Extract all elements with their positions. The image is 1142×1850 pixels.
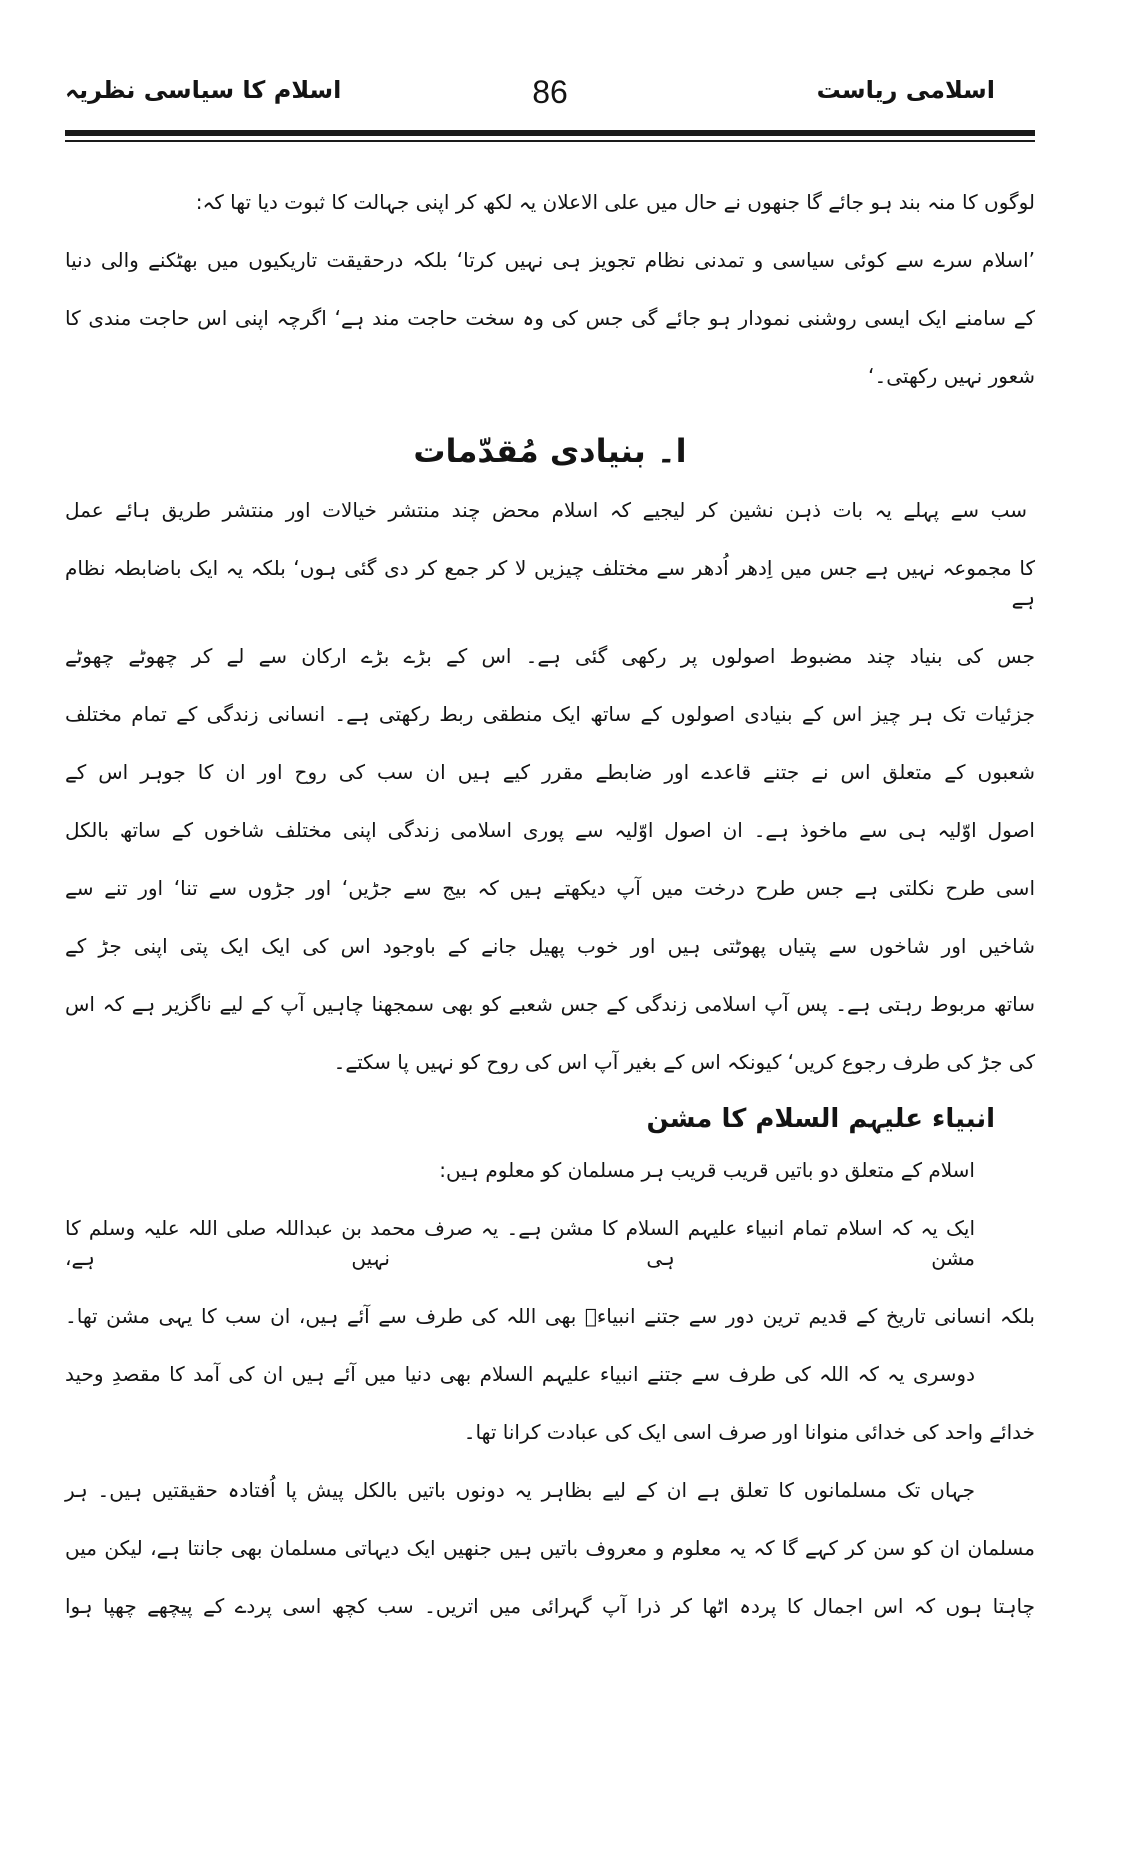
subsection-paragraphs — [65, 1140, 1035, 1634]
header-rule-thin — [65, 140, 1035, 142]
running-header-book-title: اسلامی ریاست — [816, 76, 995, 104]
text-line: کے سامنے ایک ایسی روشنی نمودار ہو جائے گی جس کی وہ سخت حاجت مند ہے‘ اگرچہ اپنی اس حاجت مندی کا — [65, 306, 1035, 330]
text-line: کی جڑ کی طرف رجوع کریں‘ کیونکہ اس کے بغیر آپ اس کی روح کو نہیں پا سکتے۔ — [333, 1050, 1035, 1074]
text-line: اسی طرح نکلتی ہے جس طرح درخت میں آپ دیکھتے ہیں کہ بیج سے جڑیں‘ اور جڑوں سے تنا‘ اور تنے سے — [65, 876, 1035, 900]
text-line: شاخیں اور شاخوں سے پتیاں پھوٹتی ہیں اور خوب پھیل جانے کے باوجود اس کی ایک ایک پتی اپنی جڑ کے — [65, 934, 1035, 958]
intro-paragraph — [65, 172, 1035, 404]
text-line: ایک یہ کہ اسلام تمام انبیاء علیہم السلام کا مشن ہے۔ یہ صرف محمد بن عبداللہ صلی اللہ علیہ وسلم کا مشن ہی نہیں ہے، — [65, 1216, 975, 1270]
subsection-heading: انبیاء علیہم السلام کا مشن — [646, 1104, 995, 1134]
text-line: خدائے واحد کی خدائی منوانا اور صرف اسی ایک کی عبادت کرانا تھا۔ — [463, 1420, 1035, 1444]
text-line: مسلمان ان کو سن کر کہے گا کہ یہ معلوم و معروف باتیں ہیں جنھیں ایک دیہاتی مسلمان بھی جانتا ہے، لیکن میں — [65, 1536, 1035, 1560]
section-heading: ا۔ بنیادی مُقدّمات — [413, 432, 687, 470]
text-line: شعور نہیں رکھتی۔‘ — [868, 364, 1035, 388]
text-line: سب سے پہلے یہ بات ذہن نشین کر لیجیے کہ اسلام محض چند منتشر خیالات اور منتشر طریق ہائے عمل — [65, 498, 1027, 522]
running-header — [65, 70, 1035, 122]
text-line: بلکہ انسانی تاریخ کے قدیم ترین دور سے جتنے انبیاءؑ بھی اللہ کی طرف سے آئے ہیں، ان سب کا یہی مشن تھا۔ — [65, 1304, 1035, 1328]
text-line: اصول اوّلیہ ہی سے ماخوذ ہے۔ ان اصول اوّلیہ سے پوری اسلامی زندگی اپنی مختلف شاخوں کے ساتھ بالکل — [65, 818, 1035, 842]
text-line: کا مجموعہ نہیں ہے جس میں اِدھر اُدھر سے مختلف چیزیں لا کر جمع کر دی گئی ہوں‘ بلکہ یہ ایک باضابطہ نظام ہے — [65, 556, 1035, 610]
text-line: جزئیات تک ہر چیز اس کے بنیادی اصولوں کے ساتھ ایک منطقی ربط رکھتی ہے۔ انسانی زندگی کے تمام مختلف — [65, 702, 1035, 726]
header-rule-thick — [65, 130, 1035, 136]
book-page — [65, 0, 1035, 1634]
text-line: اسلام کے متعلق دو باتیں قریب قریب ہر مسلمان کو معلوم ہیں: — [439, 1158, 975, 1182]
text-line: چاہتا ہوں کہ اس اجمال کا پردہ اٹھا کر ذرا آپ گہرائی میں اتریں۔ سب کچھ اسی پردے کے پیچھے چھپا ہوا — [65, 1594, 1035, 1618]
running-header-chapter-title: اسلام کا سیاسی نظریہ — [65, 76, 342, 104]
page-number: 86 — [532, 74, 568, 110]
text-line: جہاں تک مسلمانوں کا تعلق ہے ان کے لیے بظاہر یہ دونوں باتیں بالکل پیش پا اُفتادہ حقیقتیں ہیں۔ ہر — [65, 1478, 975, 1502]
text-line: شعبوں کے متعلق اس نے جتنے قاعدے اور ضابطے مقرر کیے ہیں ان سب کی روح اور ان کا جوہر اس کے — [65, 760, 1035, 784]
text-line: ساتھ مربوط رہتی ہے۔ پس آپ اسلامی زندگی کے جس شعبے کو بھی سمجھنا چاہیں آپ کے لیے ناگزیر ہے کہ اس — [65, 992, 1035, 1016]
text-line: لوگوں کا منہ بند ہو جائے گا جنھوں نے حال میں علی الاعلان یہ لکھ کر اپنی جہالت کا ثبوت دیا تھا کہ: — [195, 190, 1035, 214]
text-line: ’اسلام سرے سے کوئی سیاسی و تمدنی نظام تجویز ہی نہیں کرتا‘ بلکہ درحقیقت تاریکیوں میں بھٹکنے والی دنیا — [65, 248, 1035, 272]
section-paragraph — [65, 480, 1035, 1090]
text-line: دوسری یہ کہ اللہ کی طرف سے جتنے انبیاء علیہم السلام بھی دنیا میں آئے ہیں ان کی آمد کا مقصدِ وحید — [65, 1362, 975, 1386]
text-line: جس کی بنیاد چند مضبوط اصولوں پر رکھی گئی ہے۔ اس کے بڑے بڑے ارکان سے لے کر چھوٹے چھوٹے — [65, 644, 1035, 668]
